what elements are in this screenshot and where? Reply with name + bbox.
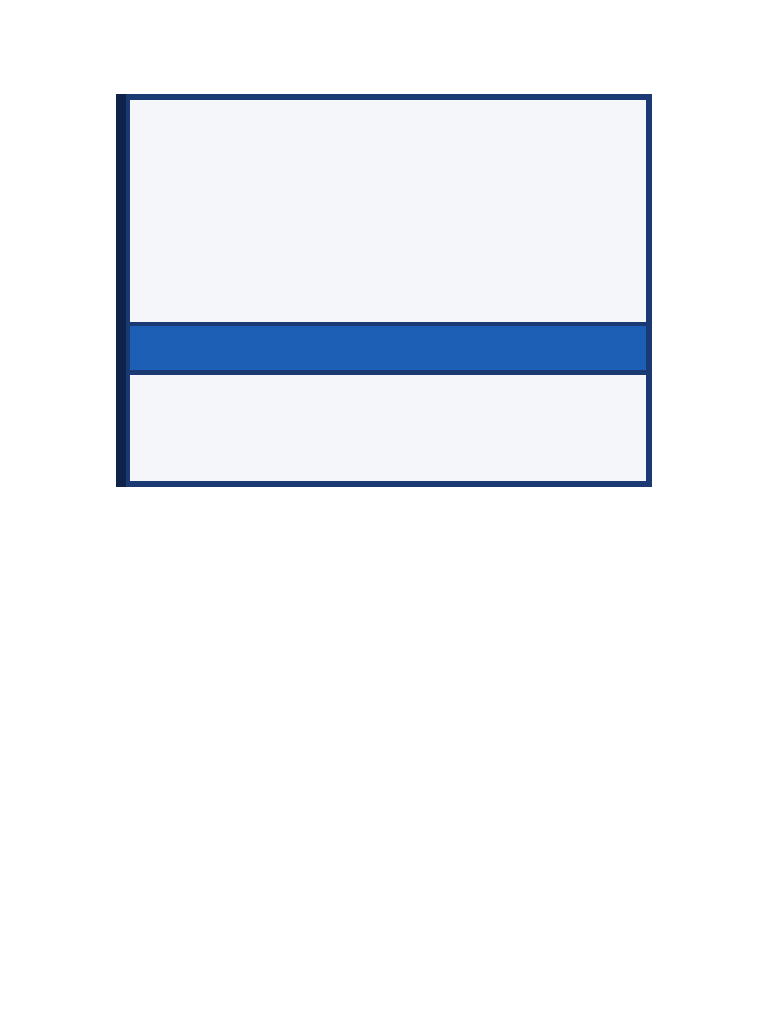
instruction-image (116, 94, 652, 487)
brake-steps-panel (130, 375, 646, 481)
ucmp-steps-panel (130, 100, 646, 322)
image-left-edge (116, 94, 126, 487)
brake-test-banner (130, 326, 646, 370)
